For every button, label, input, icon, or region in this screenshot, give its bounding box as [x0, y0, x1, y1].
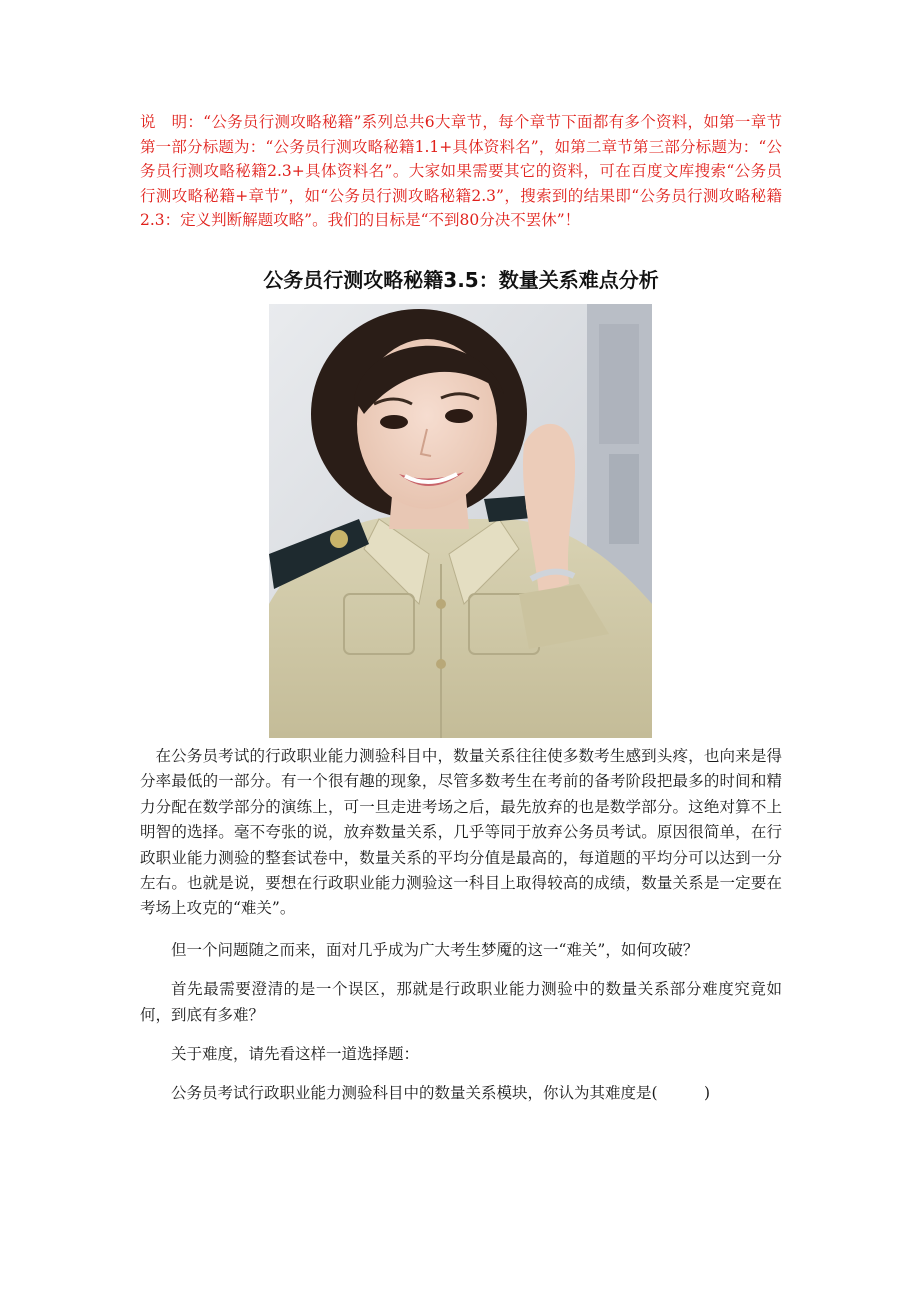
document-title: 公务员行测攻略秘籍3.5：数量关系难点分析 — [263, 268, 659, 292]
paragraph-5: 公务员考试行政职业能力测验科目中的数量关系模块，你认为其难度是( ) — [171, 1084, 711, 1103]
article-body — [140, 744, 782, 1107]
paragraph-4: 关于难度，请先看这样一道选择题： — [171, 1045, 420, 1064]
paragraph-2: 但一个问题随之而来，面对几乎成为广大考生梦魇的这一“难关”，如何攻破？ — [171, 940, 699, 959]
portrait-photo — [269, 304, 652, 738]
series-notice: 说 明：“公务员行测攻略秘籍”系列总共6大章节，每个章节下面都有多个资料，如第一章节第一部分标题为：“公务员行测攻略秘籍1.1+具体资料名”，如第二章节第三部分标题为：“公务员行测攻略秘籍2.3+具体资料名”。大家如果需要其它的资料，可在百度文库搜索“公务员行测攻略秘籍+章节”，如“公务员行测攻略秘籍2.3”，搜索到的结果即“公务员行测攻略秘籍2.3：定义判断解题攻略”。我们的目标是“不到80分决不罢休”！ — [140, 113, 782, 230]
paragraph-3: 首先最需要澄清的是一个误区，那就是行政职业能力测验中的数量关系部分难度究竟如何，到底有多难？ — [140, 980, 782, 1024]
paragraph-1: 在公务员考试的行政职业能力测验科目中，数量关系往往使多数考生感到头疼，也向来是得分率最低的一部分。有一个很有趣的现象，尽管多数考生在考前的备考阶段把最多的时间和精力分配在数学部分的演练上，可一旦走进考场之后，最先放弃的也是数学部分。这绝对算不上明智的选择。毫不夸张的说，放弃数量关系，几乎等同于放弃公务员考试。原因很简单，在行政职业能力测验的整套试卷中，数量关系的平均分值是最高的，每道题的平均分可以达到一分左右。也就是说，要想在行政职业能力测验这一科目上取得较高的成绩，数量关系是一定要在考场上攻克的“难关”。 — [140, 747, 782, 918]
